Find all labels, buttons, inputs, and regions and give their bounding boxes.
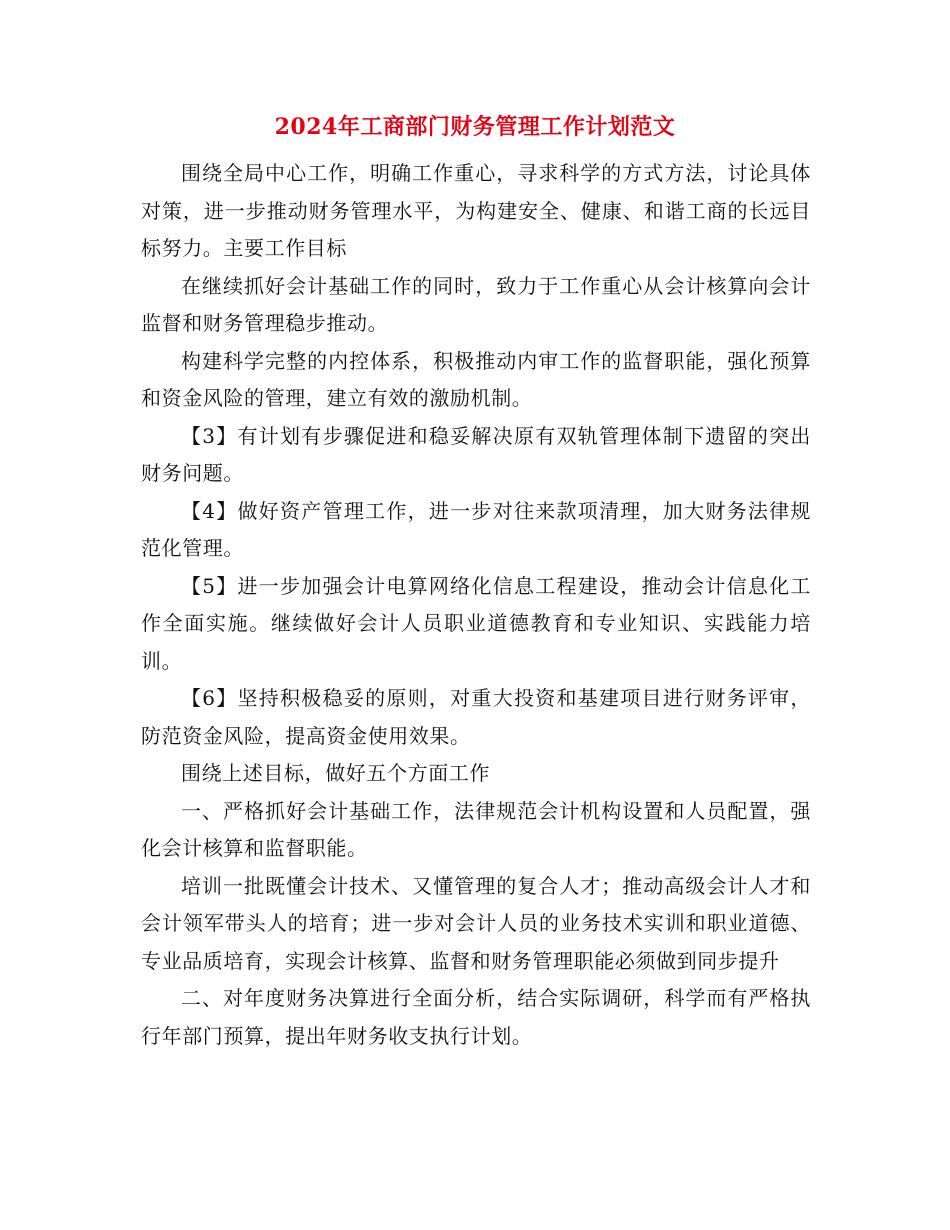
paragraph-work-2: 二、对年度财务决算进行全面分析，结合实际调研，科学而有严格执行年部门预算，提出年财务收支执行计划。 bbox=[141, 986, 811, 1048]
paragraph-goal-3: 【3】有计划有步骤促进和稳妥解决原有双轨管理体制下遗留的突出财务问题。 bbox=[141, 423, 811, 485]
paragraph-goal-2: 构建科学完整的内控体系，积极推动内审工作的监督职能，强化预算和资金风险的管理，建立有效的激励机制。 bbox=[141, 348, 811, 410]
paragraph-goal-5: 【5】进一步加强会计电算网络化信息工程建设，推动会计信息化工作全面实施。继续做好会计人员职业道德教育和专业知识、实践能力培训。 bbox=[141, 573, 811, 673]
paragraph-goal-6: 【6】坚持积极稳妥的原则，对重大投资和基建项目进行财务评审，防范资金风险，提高资金使用效果。 bbox=[141, 686, 811, 748]
paragraph-intro: 围绕全局中心工作，明确工作重心，寻求科学的方式方法，讨论具体对策，进一步推动财务管理水平，为构建安全、健康、和谐工商的长远目标努力。主要工作目标 bbox=[141, 161, 811, 260]
paragraph-goal-4: 【4】做好资产管理工作，进一步对往来款项清理，加大财务法律规范化管理。 bbox=[141, 498, 811, 560]
document-body bbox=[141, 155, 811, 1055]
paragraph-work-heading: 围绕上述目标，做好五个方面工作 bbox=[181, 761, 490, 785]
paragraph-goal-1: 在继续抓好会计基础工作的同时，致力于工作重心从会计核算向会计监督和财务管理稳步推动。 bbox=[141, 273, 811, 335]
document-title: 2024年工商部门财务管理工作计划范文 bbox=[274, 114, 676, 140]
paragraph-work-1: 一、严格抓好会计基础工作，法律规范会计机构设置和人员配置，强化会计核算和监督职能。 bbox=[141, 798, 811, 860]
paragraph-training: 培训一批既懂会计技术、又懂管理的复合人才；推动高级会计人才和会计领军带头人的培育；进一步对会计人员的业务技术实训和职业道德、专业品质培育，实现会计核算、监督和财务管理职能必须做到同步提升 bbox=[141, 873, 811, 973]
